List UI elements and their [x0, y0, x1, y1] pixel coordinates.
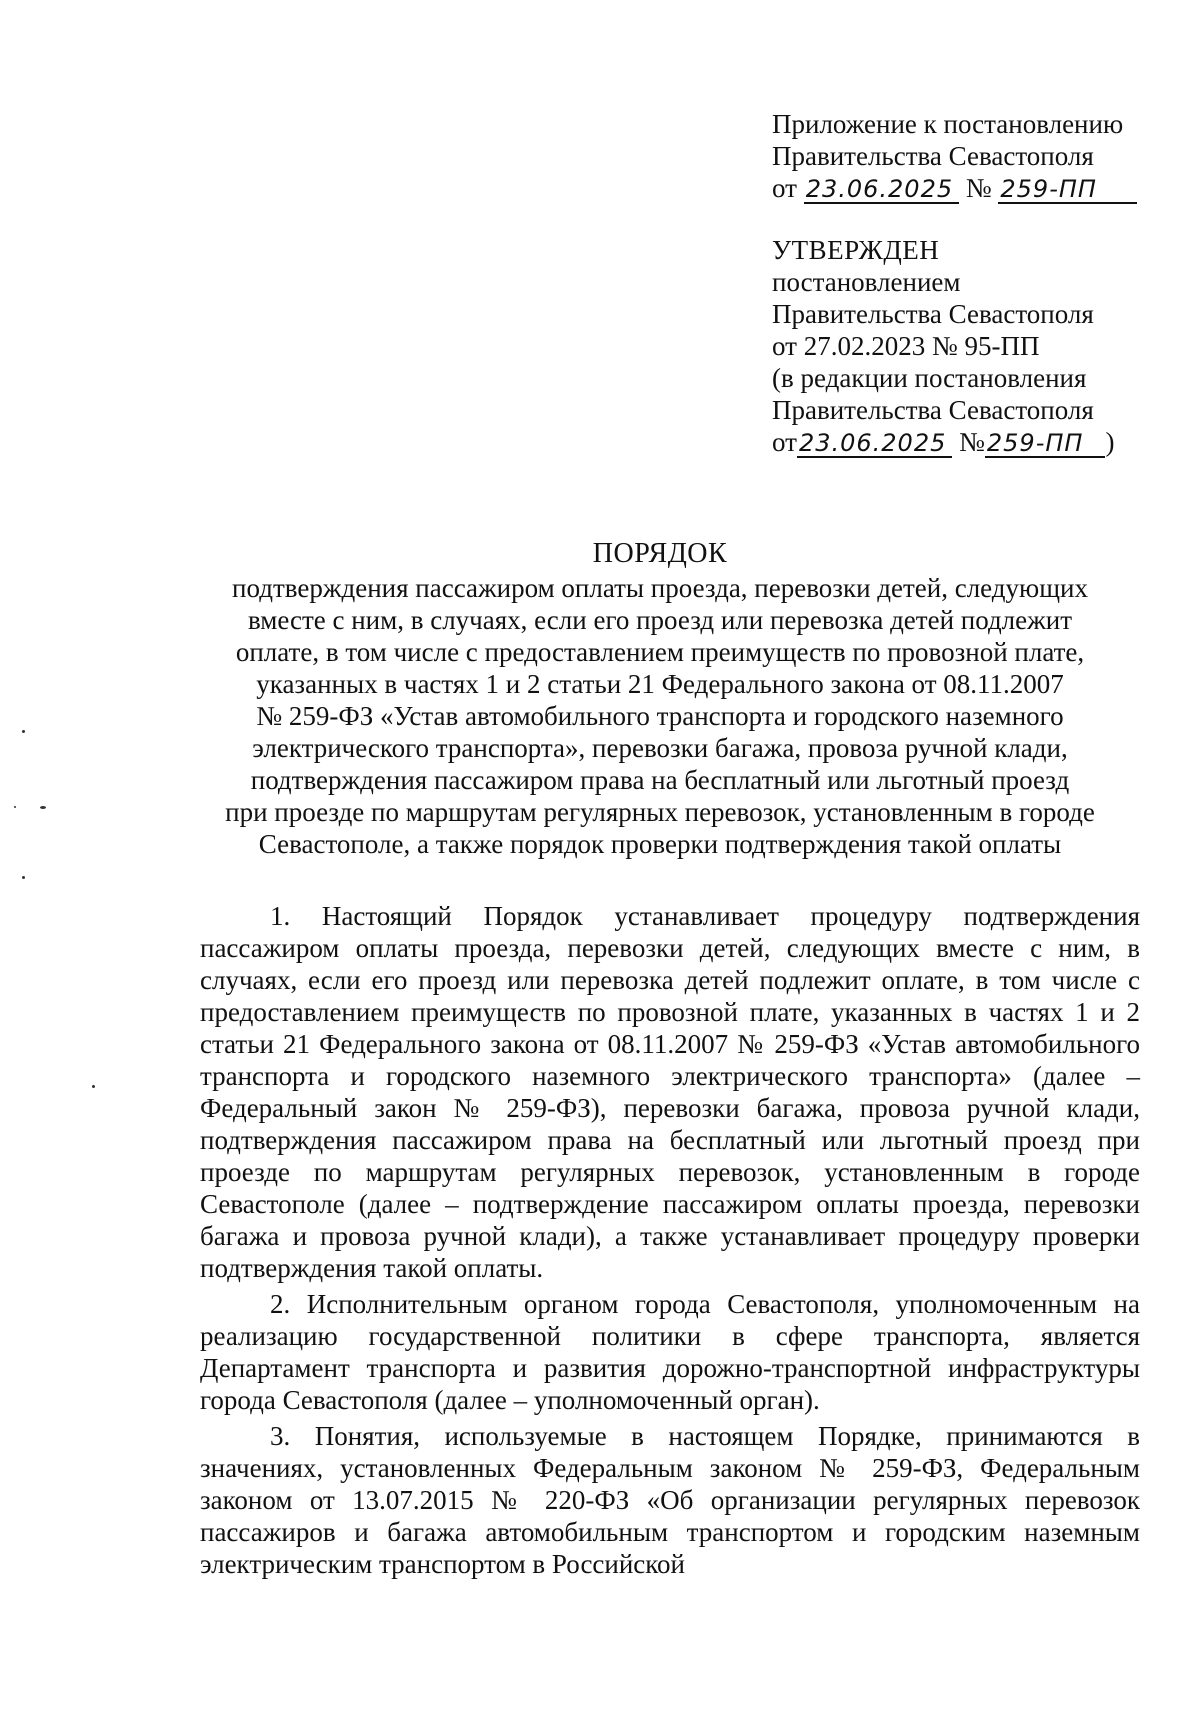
scan-speck [92, 1085, 95, 1088]
title-line: электрического транспорта», перевозки багажа, провоза ручной клади, [252, 733, 1068, 763]
title-line: вместе с ним, в случаях, если его проезд или перевозка детей подлежит [247, 605, 1073, 635]
approved-line-5: Правительства Севастополя [772, 395, 1094, 425]
title-line: указанных в частях 1 и 2 статьи 21 Федерального закона от 08.11.2007 [256, 669, 1064, 699]
approved-from-label: от [772, 427, 797, 457]
approved-line-6 [772, 426, 1172, 458]
approved-title: УТВЕРЖДЕН [772, 235, 940, 265]
approved-line-1: постановлением [772, 267, 961, 297]
scan-speck [22, 730, 25, 733]
title-line: оплате, в том числе с предоставлением преимуществ по провозной плате, [235, 637, 1085, 667]
approved-number-sign: № [959, 427, 985, 457]
appendix-number-sign: № [965, 173, 992, 203]
document-title: ПОРЯДОК [592, 538, 728, 569]
scan-speck [14, 806, 16, 808]
appendix-handwritten-number: 259-ПП [998, 176, 1137, 204]
approved-handwritten-number: 259-ПП [985, 430, 1106, 458]
title-line: подтверждения пассажиром оплаты проезда, перевозки детей, следующих [232, 573, 1088, 603]
appendix-handwritten-date: 23.06.2025 [804, 176, 959, 204]
appendix-line-2: Правительства Севастополя [772, 141, 1094, 171]
paragraph-2: 2. Исполнительным органом города Севастополя, уполномоченным на реализацию государственной политики в сфере транспорта, является Департамент транспорта и развития дорожно-транспортной инфраструктуры города Севастополя (далее – уполномоченный орган). [200, 1289, 1140, 1415]
scan-speck [40, 806, 46, 809]
document-title-block [180, 538, 1140, 860]
document-body [200, 900, 1140, 1580]
approved-handwritten-date: 23.06.2025 [797, 430, 952, 458]
scan-speck [22, 876, 25, 879]
paragraph-1: 1. Настоящий Порядок устанавливает процедуру подтверждения пассажиром оплаты проезда, перевозки детей, следующих вместе с ним, в случаях, если его проезд или перевозка детей подлежит оплате, в том числе с предоставлением преимуществ по провозной плате, указанных в частях 1 и 2 статьи 21 Федерального закона от 08.11.2007 № 259-ФЗ «Устав автомобильного транспорта и городского наземного электрического транспорта» (далее – Федеральный закон № 259-ФЗ), перевозки багажа, провоза ручной клади, подтверждения пассажиром права на бесплатный или льготный проезд при проезде по маршрутам регулярных перевозок, установленным в городе Севастополе (далее – подтверждение пассажиром оплаты проезда, перевозки багажа и провоза ручной клади), а также устанавливает процедуру проверки подтверждения такой оплаты. [200, 901, 1140, 1283]
approved-line-4: (в редакции постановления [772, 363, 1087, 393]
approved-closing-paren: ) [1105, 427, 1115, 457]
appendix-line-3 [772, 172, 1172, 204]
approved-line-2: Правительства Севастополя [772, 299, 1094, 329]
approved-line-3: от 27.02.2023 № 95-ПП [772, 331, 1040, 361]
title-line: № 259-ФЗ «Устав автомобильного транспорта и городского наземного [256, 701, 1064, 731]
appendix-line-1: Приложение к постановлению [772, 109, 1124, 139]
title-line: Севастополе, а также порядок проверки подтверждения такой оплаты [258, 829, 1062, 859]
paragraph-3: 3. Понятия, используемые в настоящем Порядке, принимаются в значениях, установленных Федеральным законом № 259-ФЗ, Федеральным законом от 13.07.2015 № 220-ФЗ «Об организации регулярных перевозок пассажиров и багажа автомобильным транспортом и городским наземным электрическим транспортом в Российской [200, 1421, 1140, 1579]
header-block [772, 108, 1172, 458]
title-line: при проезде по маршрутам регулярных перевозок, установленным в городе [225, 797, 1095, 827]
approved-block [772, 234, 1172, 458]
appendix-block [772, 108, 1172, 204]
title-line: подтверждения пассажиром права на бесплатный или льготный проезд [250, 765, 1070, 795]
appendix-from-label: от [772, 173, 797, 203]
